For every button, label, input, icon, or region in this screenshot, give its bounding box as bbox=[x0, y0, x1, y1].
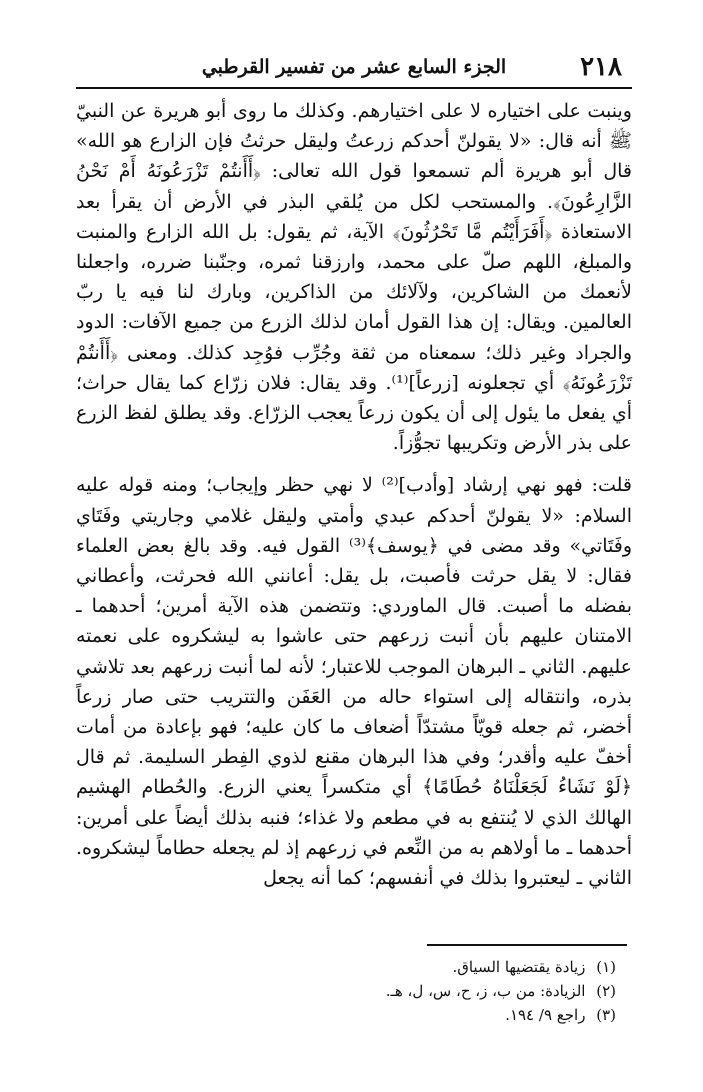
paragraph: وينبت على اختياره لا على اختيارهم. وكذلك ما روى أبو هريرة عن النبيّ ﷺ أنه قال: «لا يقولنّ أحدكم زرعتُ وليقل حرثتُ فإن الزارع هو الله» قال أبو هريرة ألم تسمعوا قول الله تعالى: ﴿أَأَنتُمْ تَزْرَعُونَهُ أَمْ نَحْنُ الزَّارِعُونَ﴾. والمستحب لكل من يُلقي البذر في الأرض أن يقرأ بعد الاستعاذة ﴿أَفَرَأَيْتُم مَّا تَحْرُثُونَ﴾ الآية، ثم يقول: بل الله الزارع والمنبت والمبلغ، اللهم صلّ على محمد، وارزقنا ثمره، وجنّبنا ضرره، واجعلنا لأنعمك من الشاكرين، ولآلائك من الذاكرين، وبارك لنا فيه يا ربّ العالمين. ويقال: إن هذا القول أمان لذلك الزرع من جميع الآفات: الدود والجراد وغير ذلك؛ سمعناه من ثقة وجُرِّب فوُجِد كذلك. ومعنى ﴿أَأَنتُمْ تَزْرَعُونَهُ﴾ أي تجعلونه [زرعاً]⁽¹⁾. وقد يقال: فلان زرّاع كما يقال حراث؛ أي يفعل ما يئول إلى أن يكون زرعاً يعجب الزرّاع. وقد يطلق لفظ الزرع على بذر الأرض وتكريبها تجوُّزاً. bbox=[76, 100, 632, 455]
running-title: الجزء السابع عشر من تفسير القرطبي bbox=[201, 56, 507, 78]
page-number: ٢١٨ bbox=[580, 52, 622, 82]
footnote bbox=[76, 955, 632, 979]
footnote-text: زيادة يقتضيها السياق. bbox=[452, 958, 586, 976]
page-header bbox=[80, 52, 628, 88]
footnote-number: (١) bbox=[596, 958, 616, 976]
footnote bbox=[76, 979, 632, 1003]
header-rule bbox=[76, 87, 632, 89]
footnote-text: راجع ٩/ ١٩٤. bbox=[505, 1006, 586, 1024]
main-text bbox=[76, 96, 632, 893]
footnote bbox=[76, 1003, 632, 1027]
footnote-number: (٣) bbox=[596, 1006, 616, 1024]
footnote-number: (٢) bbox=[596, 982, 616, 1000]
footnotes bbox=[76, 955, 632, 1027]
footnote-text: الزيادة: من ب، ز، ح، س، ل، هـ. bbox=[385, 982, 586, 1000]
paragraph: قلت: فهو نهي إرشاد [وأدب]⁽²⁾ لا نهي حظر وإيجاب؛ ومنه قوله عليه السلام: «لا يقولنّ أحدكم عبدي وأمتي وليقل غلامي وجاريتي وفَتَاي وفَتَاتي» وقد مضى في ﴿يوسف﴾⁽³⁾ القول فيه. وقد بالغ بعض العلماء فقال: لا يقل حرثت فأصبت، بل يقل: أعانني الله فحرثت، وأعطاني بفضله ما أصبت. قال الماوردي: وتتضمن هذه الآية أمرين؛ أحدهما ـ الامتنان عليهم بأن أنبت زرعهم حتى عاشوا به ليشكروه على نعمته عليهم. الثاني ـ البرهان الموجب للاعتبار؛ لأنه لما أنبت زرعهم بعد تلاشي بذره، وانتقاله إلى استواء حاله من العَفَن والتتريب حتى صار زرعاً أخضر، ثم جعله قويّاً مشتدّاً أضعاف ما كان عليه؛ فهو بإعادة من أمات أخفّ عليه وأقدر؛ وفي هذا البرهان مقنع لذوي الفِطر السليمة. ثم قال ﴿لَوْ نَشَاءُ لَجَعَلْنَاهُ حُطَامًا﴾ أي متكسراً يعني الزرع. والحُطام الهشيم الهالك الذي لا يُنتفع به في مطعم ولا غذاء؛ فنبه بذلك أيضاً على أمرين: أحدهما ـ ما أولاهم به من النِّعم في زرعهم إذ لم يجعله حطاماً ليشكروه. الثاني ـ ليعتبروا بذلك في أنفسهم؛ كما أنه يجعل bbox=[76, 474, 633, 890]
footnote-rule bbox=[427, 944, 627, 946]
